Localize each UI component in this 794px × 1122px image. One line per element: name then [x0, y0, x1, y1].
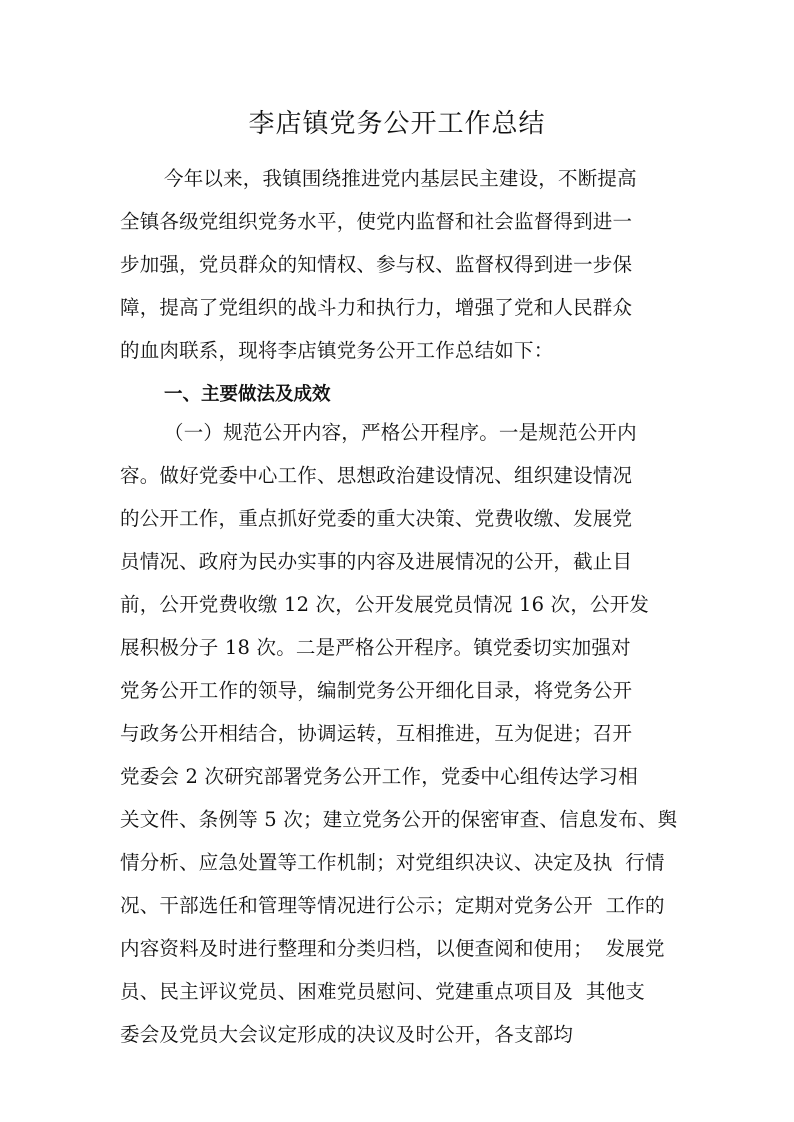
paragraph-line: 容。做好党委中心工作、思想政治建设情况、组织建设情况 — [120, 464, 633, 487]
paragraph-line: 的公开工作，重点抓好党委的重大决策、党费收缴、发展党 — [120, 507, 633, 530]
paragraph-line: 的血肉联系，现将李店镇党务公开工作总结如下： — [120, 339, 554, 362]
paragraph-line: 委会及党员大会议定形成的决议及时公开，各支部均 — [120, 1023, 574, 1046]
paragraph-line: 与政务公开相结合，协调运转，互相推进，互为促进；召开 — [120, 722, 633, 745]
paragraph-line: 情分析、应急处置等工作机制；对党组织决议、决定及执 行情 — [120, 851, 665, 874]
paragraph-line: 今年以来，我镇围绕推进党内基层民主建设，不断提高 — [164, 167, 637, 190]
paragraph-line: 党务公开工作的领导，编制党务公开细化目录，将党务公开 — [120, 679, 633, 702]
paragraph-line: 步加强，党员群众的知情权、参与权、监督权得到进一步保 — [120, 253, 633, 276]
section-heading: 一、主要做法及成效 — [164, 384, 331, 405]
paragraph-line: 员、民主评议党员、困难党员慰问、党建重点项目及 其他支 — [120, 980, 645, 1003]
paragraph-line: 况、干部选任和管理等情况进行公示；定期对党务公开 工作的 — [120, 894, 665, 917]
paragraph-line: 前，公开党费收缴 12 次，公开发展党员情况 16 次，公开发 — [120, 593, 650, 616]
document-title: 李店镇党务公开工作总结 — [248, 109, 546, 139]
paragraph-line: 关文件、条例等 5 次；建立党务公开的保密审查、信息发布、舆 — [120, 808, 678, 831]
paragraph-line: 内容资料及时进行整理和分类归档，以便查阅和使用； 发展党 — [120, 937, 665, 960]
paragraph-line: 党委会 2 次研究部署党务公开工作，党委中心组传达学习相 — [120, 765, 638, 788]
paragraph-line: 障，提高了党组织的战斗力和执行力，增强了党和人民群众 — [120, 296, 633, 319]
paragraph-line: （一）规范公开内容，严格公开程序。一是规范公开内 — [164, 421, 637, 444]
paragraph-line: 全镇各级党组织党务水平，使党内监督和社会监督得到进一 — [120, 210, 633, 233]
paragraph-line: 员情况、政府为民办实事的内容及进展情况的公开，截止目 — [120, 550, 633, 573]
paragraph-line: 展积极分子 18 次。二是严格公开程序。镇党委切实加强对 — [120, 636, 631, 659]
